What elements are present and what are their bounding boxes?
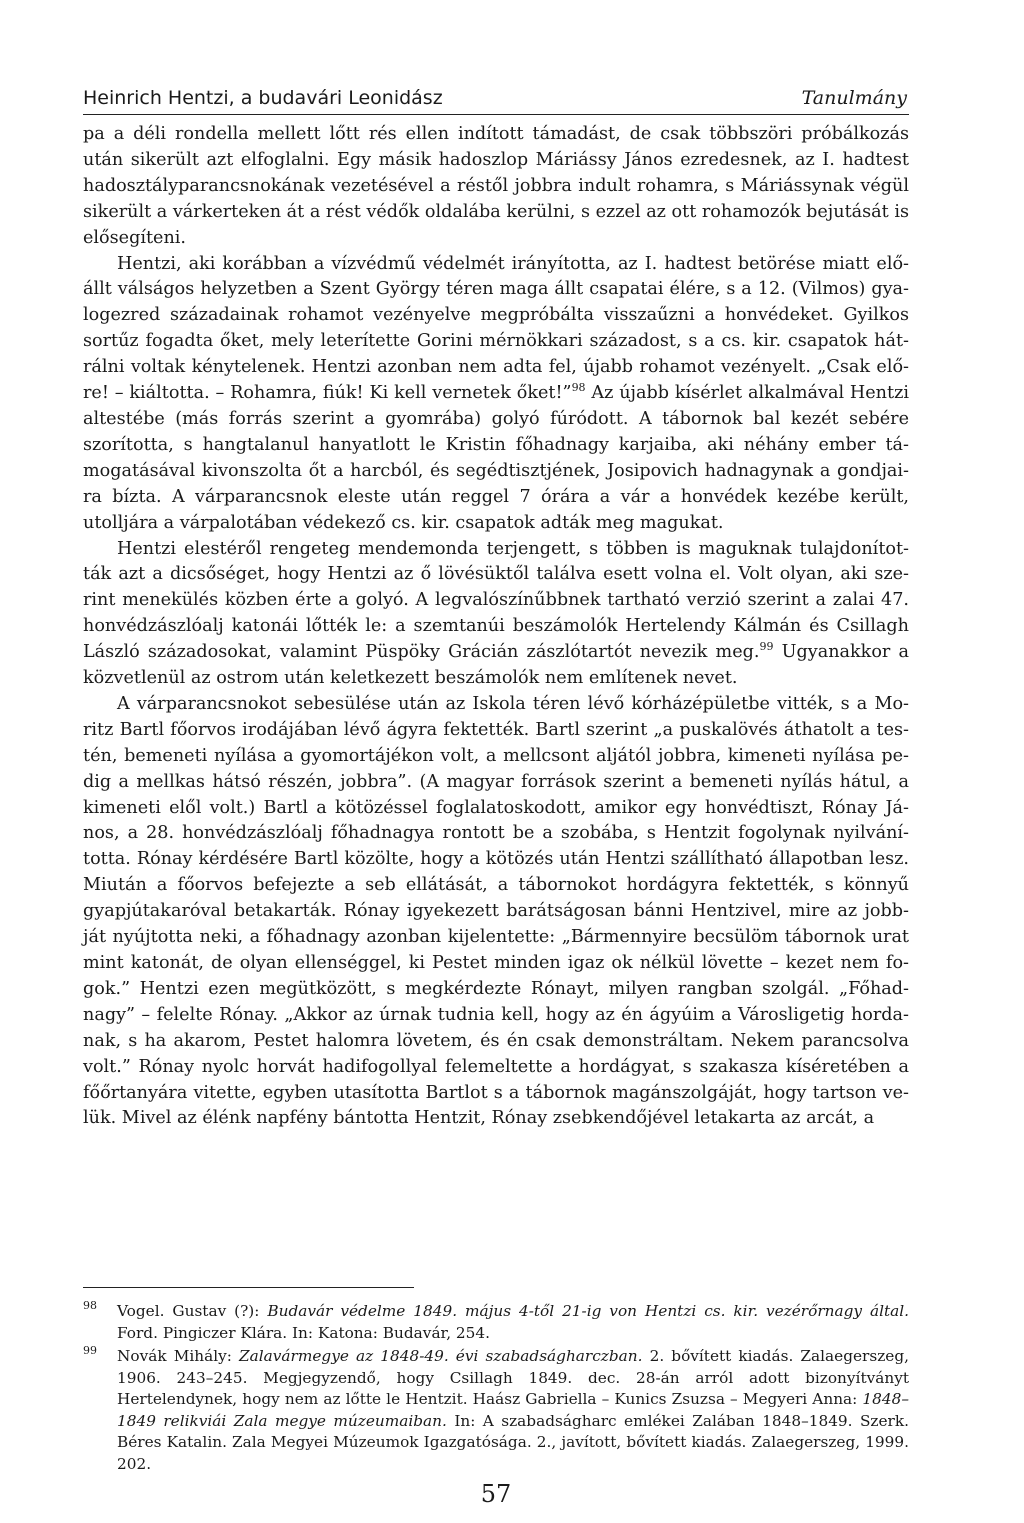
footnote-text: In: A szabadságharc emlékei Zalában 1848–1849. Szerk. Béres Katalin. Zala Megyei Múzeumok Igazgatósága. 2., javított, bővített kiadás. Zalaegerszeg, 1999. 202. [117,1411,909,1473]
paragraph-3 [83,537,909,692]
footnote-text: Ford. Pingiczer Klára. In: Katona: Budavár, 254. [117,1323,490,1342]
header-title: Heinrich Hentzi, a budavári Leonidász [83,87,443,109]
running-header [83,86,909,115]
footnote-98 [83,1301,909,1344]
article-body [83,122,909,1132]
footnote-number: 99 [83,1344,97,1357]
footnote-text: 2. bővített kiadás. Zalaegerszeg, 1906. 243–245. Megjegyzendő, hogy Csillagh 1849. dec. 28-án arról adott bizonyítványt Hertelendynek, hogy nem az lőtte le Hentzit. Haász Gabriella – Kunics Zsuzsa – Megyeri Anna: [117,1347,909,1408]
footnote-title: Zalavármegye az 1848-49. évi szabadságharczban. [239,1347,643,1365]
paragraph-4: A várparancsnokot sebesülése után az Iskola téren lévő kórházépületbe vitték, s a Moritz Bartl főorvos irodájában lévő ágyra fektették. Bartl szerint „a puskalövés áthatolt a testén, bemeneti nyílása a gyomortájékon volt, a mellcsont aljától jobbra, kimeneti nyílása pedig a mellkas hátsó részén, jobbra”. (A magyar források szerint a bemeneti nyílás hátul, a kimeneti elől volt.) Bartl a kötözéssel foglalatoskodott, amikor egy honvédtiszt, Rónay János, a 28. honvédzászlóalj főhadnagya rontott be a szobába, s Hentzit fogolynak nyilvánította. Rónay kérdésére Bartl közölte, hogy a kötözés után Hentzi szállítható állapotban lesz. Miután a főorvos befejezte a seb ellátását, a tábornokot hordágyra fektették, s könnyű gyapjútakaróval betakarták. Rónay igyekezett barátságosan bánni Hentzivel, mire az jobbját nyújtotta neki, a főhadnagy azonban kijelentette: „Bármennyire becsülöm tábornok urat mint katonát, de olyan ellenséggel, ki Pestet minden igaz ok nélkül lövette – kezet nem fogok.” Hentzi ezen megütközött, s megkérdezte Rónayt, milyen rangban szolgál. „Főhadnagy” – felelte Rónay. „Akkor az úrnak tudnia kell, hogy az én ágyúim a Városligetig hordanak, s ha akarom, Pestet halomra lövetem, és én csak demonstráltam. Nekem parancsolva volt.” Rónay nyolc horvát hadifogollyal felemeltette a hordágyat, s szakasza kíséretében a főőrtanyára vitette, egyben utasította Bartlot s a tábornok magánszolgáját, hogy tartson velük. Mivel az élénk napfény bántotta Hentzit, Rónay zsebkendőjével letakarta az arcát, a [83,693,909,1129]
footnote-number: 98 [83,1299,97,1312]
footnote-ref-98[interactable]: 98 [571,381,586,395]
footnote-text: Vogel. Gustav (?): [117,1302,268,1320]
paragraph-2-part-b: Az újabb kísérlet alkalmával Hentzi altestébe (más forrás szerint a gyomrába) golyó fúródott. A tábornok bal kezét sebére szorította, s hangtalanul hanyatlott le Kristin főhadnagy karjaiba, aki néhány ember támogatásával kivonszolta őt a harcból, és segédtisztjének, Josipovich hadnagynak a gondjaira bízta. A várparancsnok eleste után reggel 7 órára a vár a honvédek kezébe került, utolljára a várpalotában védekező cs. kir. csapatok adták meg magukat. [83,383,909,533]
paragraph-3-part-b: Ugyanakkor a közvetlenül az ostrom után keletkezett beszámolók nem említenek nevet. [83,642,910,689]
footnote-title: Budavár védelme 1849. május 4-től 21-ig von Hentzi cs. kir. vezérőrnagy által. [267,1302,909,1320]
paragraph-2 [83,252,909,537]
footnotes [83,1301,909,1477]
footnote-text: Novák Mihály: [117,1347,240,1365]
footnote-title: 1848–1849 relikviái Zala megye múzeumaiban. [117,1390,909,1430]
page-number: 57 [480,1480,512,1508]
header-section-label: Tanulmány [801,87,907,109]
footnote-divider [83,1287,414,1288]
paragraph-1: pa a déli rondella mellett lőtt rés ellen indított támadást, de csak többszöri próbálkozás után sikerült azt elfoglalni. Egy másik hadoszlop Máriássy János ezredesnek, az I. hadtest hadosztályparancsnokának vezetésével a réstől jobbra indult rohamra, s Máriássynak végül sikerült a várkerteken át a rést védők oldalába kerülni, s ezzel az ott rohamozók bejutását is elősegíteni. [83,124,909,248]
footnote-ref-99[interactable]: 99 [759,640,774,654]
paragraph-2-part-a: Hentzi, aki korábban a vízvédmű védelmét irányította, az I. hadtest betörése miatt előállt válságos helyzetben a Szent György téren maga állt csapatai élére, s a 12. (Vilmos) gyalogezred századainak rohamot vezényelve megpróbálta visszaűzni a honvédeket. Gyilkos sortűz fogadta őket, mely leterítette Gorini mérnökkari századost, s a cs. kir. csapatok hátrálni voltak kénytelenek. Hentzi azonban nem adta fel, újabb rohamot vezényelt. „Csak előre! – kiáltotta. – Rohamra, fiúk! Ki kell vernetek őket!” [83,253,909,404]
footnote-99 [83,1346,909,1475]
paragraph-3-part-a: Hentzi elestéről rengeteg mendemonda terjengett, s többen is maguknak tulajdonították azt a dicsőséget, hogy Hentzi az ő lövésüktől találva esett volna el. Volt olyan, aki szerint menekülés közben érte a golyó. A legvalószínűbbnek tartható verzió szerint a zalai 47. honvédzászlóalj katonái lőtték le: a szemtanúi beszámolók Hertelendy Kálmán és Csillagh László századosokat, valamint Püspöky Grácián zászlótartót nevezik meg. [83,538,909,663]
